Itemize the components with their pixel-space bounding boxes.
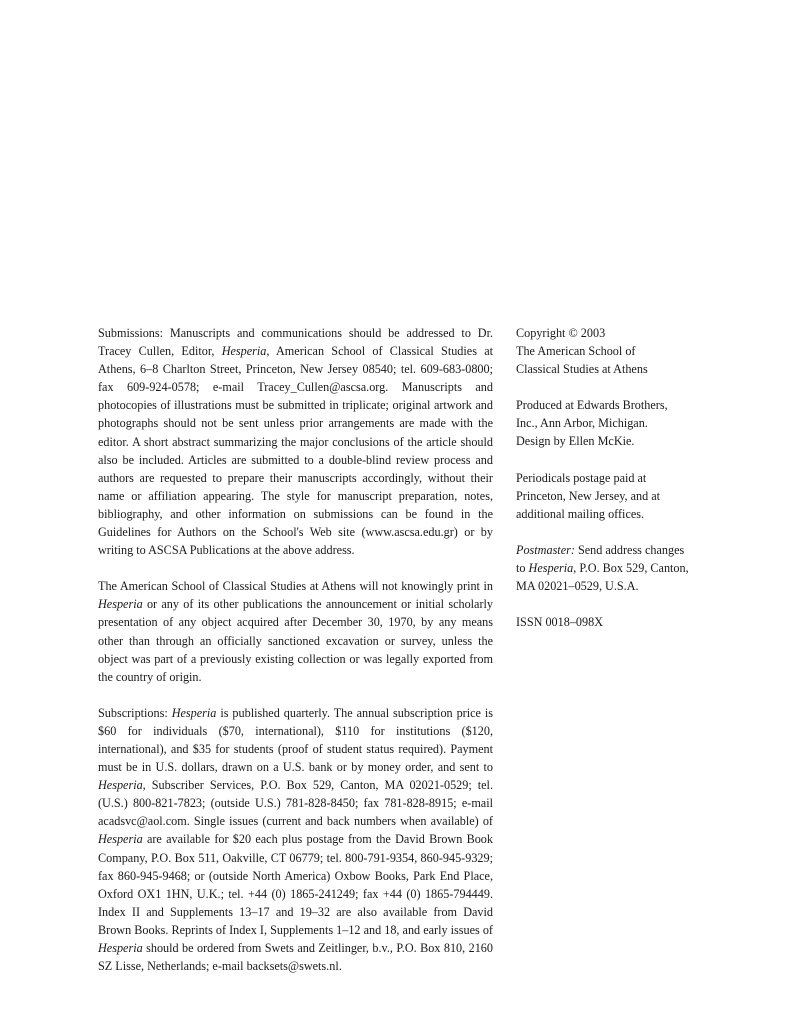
production-block [516,396,706,450]
journal-title: Hesperia, [98,778,146,793]
postage-block [516,469,706,523]
issn-block [516,613,706,631]
journal-title: Hesperia [98,832,143,847]
policy-text-2: or any of its other publications the announcement or initial scholarly presentation of any object acquired after December 30, 1970, by any means other than through an officially sanctioned excavation or survey, unless the object was part of a previously existing collection or was legally exported from the country of origin. [98,597,493,684]
journal-title: Hesperia [98,941,143,955]
copyright-line: Copyright © 2003 [516,326,606,340]
journal-title: Hesperia [528,560,574,575]
postage-line: Princeton, New Jersey, and at [516,488,661,503]
postage-line: Periodicals postage paid at [516,470,647,485]
journal-title: Hesperia [221,344,267,359]
subscriptions-paragraph [98,704,493,975]
subscriptions-text-3: Subscriber Services, P.O. Box 529, Canton, MA 02021-0529; tel. (U.S.) 800-821-7823; (outside U.S.) 781-828-8450; fax 781-828-8915; e-mail acadsvc@aol.com. Single issues (current and back numbers when available) of [98,778,493,829]
issn-number: ISSN 0018–098X [516,615,604,630]
production-line: Inc., Ann Arbor, Michigan. [516,416,648,431]
policy-text-1: The American School of Classical Studies at Athens will not knowingly print in [98,579,493,594]
design-credit-line: Design by Ellen McKie. [516,434,635,449]
copyright-holder-line: The American School of [516,344,636,359]
postmaster-line-3: MA 02021–0529, U.S.A. [516,579,639,594]
copyright-block [516,324,706,378]
acquisition-policy-paragraph [98,577,493,686]
subscriptions-text-5: should be ordered from Swets and Zeitlinger, b.v., P.O. Box 810, 2160 SZ Lisse, Netherlands; e-mail backsets@swets.nl. [98,941,493,974]
submissions-paragraph [98,324,493,559]
copyright-holder-line: Classical Studies at Athens [516,362,648,377]
postmaster-text: , P.O. Box 529, Canton, [573,560,689,575]
subscriptions-text-2: is published quarterly. The annual subscription price is $60 for individuals ($70, international), $110 for institutions ($120, international), and $35 for students (proof of student status required). Payment must be in U.S. dollars, drawn on a U.S. bank or by money order, and sent to [98,705,494,775]
journal-title: Hesperia [98,597,143,612]
postmaster-block [516,541,706,595]
subscriptions-text-1: Subscriptions: [98,705,172,720]
main-text-column [98,324,493,993]
submissions-text-2: , American School of Classical Studies at Athens, 6–8 Charlton Street, Princeton, New Jersey 08540; tel. 609-683-0800; fax 609-924-0578; e-mail Tracey_Cullen@ascsa.org. Manuscripts and photocopies of illustrations must be submitted in triplicate; original artwork and photographs should not be sent unless prior arrangements are made with the editor. A short abstract summarizing the major conclusions of the article should also be included. Articles are submitted to a double-blind review process and authors are requested to prepare their manuscripts accordingly, without their name or affiliation appearing. The style for manuscript preparation, notes, bibliography, and other information on submissions can be found in the Guidelines for Authors on the School's Web site (www.ascsa.edu.gr) or by writing to ASCSA Publications at the above address. [98,344,493,558]
submissions-text-1: Submissions: Manuscripts and communications should be addressed to Dr. Tracey Cullen, Editor, [98,326,493,359]
postmaster-label: Postmaster: [516,542,575,557]
postmaster-line-2 [516,559,706,577]
colophon-column [516,324,706,649]
postmaster-text: to [516,560,529,575]
journal-title: Hesperia [171,705,217,720]
production-line: Produced at Edwards Brothers, [516,398,668,413]
postage-line: additional mailing offices. [516,506,645,521]
postmaster-text: Send address changes [574,542,685,557]
postmaster-line-1 [516,541,706,559]
subscriptions-text-4: are available for $20 each plus postage from the David Brown Book Company, P.O. Box 511, Oakville, CT 06779; tel. 800-791-9354, 860-945-9329; fax 860-945-9468; or (outside North America) Oxbow Books, Park End Place, Oxford OX1 1HN, U.K.; tel. +44 (0) 1865-241249; fax +44 (0) 1865-794449. Index II and Supplements 13–17 and 19–32 are also available from David Brown Books. Reprints of Index I, Supplements 1–12 and 18, and early issues of [98,832,493,937]
